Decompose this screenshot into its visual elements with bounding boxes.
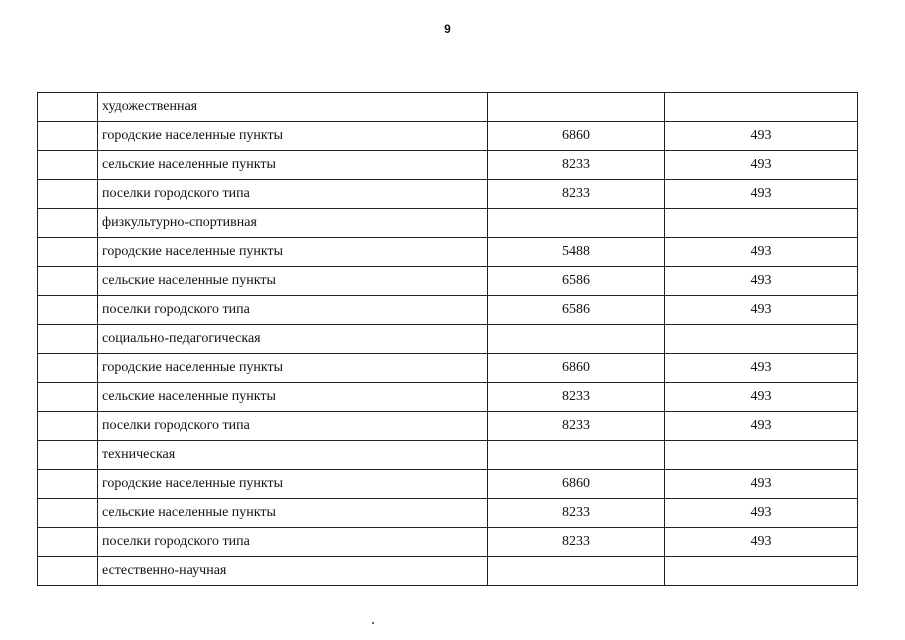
row-number-cell — [38, 180, 98, 209]
value-cell-1: 5488 — [488, 238, 665, 267]
row-name-cell: сельские населенные пункты — [98, 499, 488, 528]
row-name-cell: городские населенные пункты — [98, 238, 488, 267]
value-cell-2 — [665, 557, 858, 586]
row-name-cell: художественная — [98, 93, 488, 122]
table-row — [38, 354, 858, 383]
value-cell-2: 493 — [665, 238, 858, 267]
value-cell-2: 493 — [665, 296, 858, 325]
value-cell-2: 493 — [665, 470, 858, 499]
table-row — [38, 93, 858, 122]
row-number-cell — [38, 412, 98, 441]
page-number: 9 — [444, 22, 451, 36]
table-row — [38, 122, 858, 151]
table-row — [38, 238, 858, 267]
value-cell-1 — [488, 557, 665, 586]
value-cell-2 — [665, 441, 858, 470]
row-name-cell: естественно-научная — [98, 557, 488, 586]
row-number-cell — [38, 470, 98, 499]
table-row — [38, 325, 858, 354]
value-cell-1: 6860 — [488, 470, 665, 499]
value-cell-1 — [488, 441, 665, 470]
row-name-cell: физкультурно-спортивная — [98, 209, 488, 238]
row-name-cell: техническая — [98, 441, 488, 470]
table-row — [38, 180, 858, 209]
value-cell-2 — [665, 209, 858, 238]
table-row — [38, 151, 858, 180]
scan-speck — [372, 622, 374, 624]
value-cell-1: 8233 — [488, 499, 665, 528]
row-number-cell — [38, 122, 98, 151]
table-row — [38, 499, 858, 528]
value-cell-2: 493 — [665, 528, 858, 557]
row-number-cell — [38, 238, 98, 267]
value-cell-2: 493 — [665, 383, 858, 412]
value-cell-1: 8233 — [488, 528, 665, 557]
value-cell-2: 493 — [665, 122, 858, 151]
data-table — [37, 92, 858, 586]
value-cell-1: 6860 — [488, 122, 665, 151]
value-cell-1: 8233 — [488, 383, 665, 412]
value-cell-2 — [665, 93, 858, 122]
value-cell-1: 6586 — [488, 267, 665, 296]
table-row — [38, 296, 858, 325]
value-cell-1: 8233 — [488, 180, 665, 209]
value-cell-2: 493 — [665, 180, 858, 209]
row-number-cell — [38, 209, 98, 238]
row-name-cell: сельские населенные пункты — [98, 151, 488, 180]
table-row — [38, 470, 858, 499]
value-cell-2 — [665, 325, 858, 354]
table-row — [38, 528, 858, 557]
value-cell-1 — [488, 93, 665, 122]
row-name-cell: городские населенные пункты — [98, 354, 488, 383]
row-number-cell — [38, 354, 98, 383]
value-cell-2: 493 — [665, 499, 858, 528]
value-cell-1 — [488, 209, 665, 238]
value-cell-1 — [488, 325, 665, 354]
row-number-cell — [38, 325, 98, 354]
value-cell-2: 493 — [665, 267, 858, 296]
row-name-cell: поселки городского типа — [98, 180, 488, 209]
row-name-cell: поселки городского типа — [98, 528, 488, 557]
value-cell-1: 6860 — [488, 354, 665, 383]
row-number-cell — [38, 93, 98, 122]
row-number-cell — [38, 441, 98, 470]
row-number-cell — [38, 151, 98, 180]
value-cell-1: 6586 — [488, 296, 665, 325]
value-cell-2: 493 — [665, 151, 858, 180]
table-row — [38, 209, 858, 238]
table-row — [38, 412, 858, 441]
value-cell-2: 493 — [665, 412, 858, 441]
table-row — [38, 557, 858, 586]
value-cell-1: 8233 — [488, 412, 665, 441]
row-name-cell: сельские населенные пункты — [98, 267, 488, 296]
row-name-cell: сельские населенные пункты — [98, 383, 488, 412]
row-number-cell — [38, 499, 98, 528]
table-row — [38, 267, 858, 296]
row-number-cell — [38, 557, 98, 586]
row-number-cell — [38, 528, 98, 557]
value-cell-2: 493 — [665, 354, 858, 383]
row-number-cell — [38, 267, 98, 296]
row-name-cell: поселки городского типа — [98, 412, 488, 441]
row-number-cell — [38, 296, 98, 325]
table-row — [38, 441, 858, 470]
value-cell-1: 8233 — [488, 151, 665, 180]
row-name-cell: социально-педагогическая — [98, 325, 488, 354]
table-row — [38, 383, 858, 412]
row-number-cell — [38, 383, 98, 412]
row-name-cell: городские населенные пункты — [98, 470, 488, 499]
row-name-cell: поселки городского типа — [98, 296, 488, 325]
row-name-cell: городские населенные пункты — [98, 122, 488, 151]
